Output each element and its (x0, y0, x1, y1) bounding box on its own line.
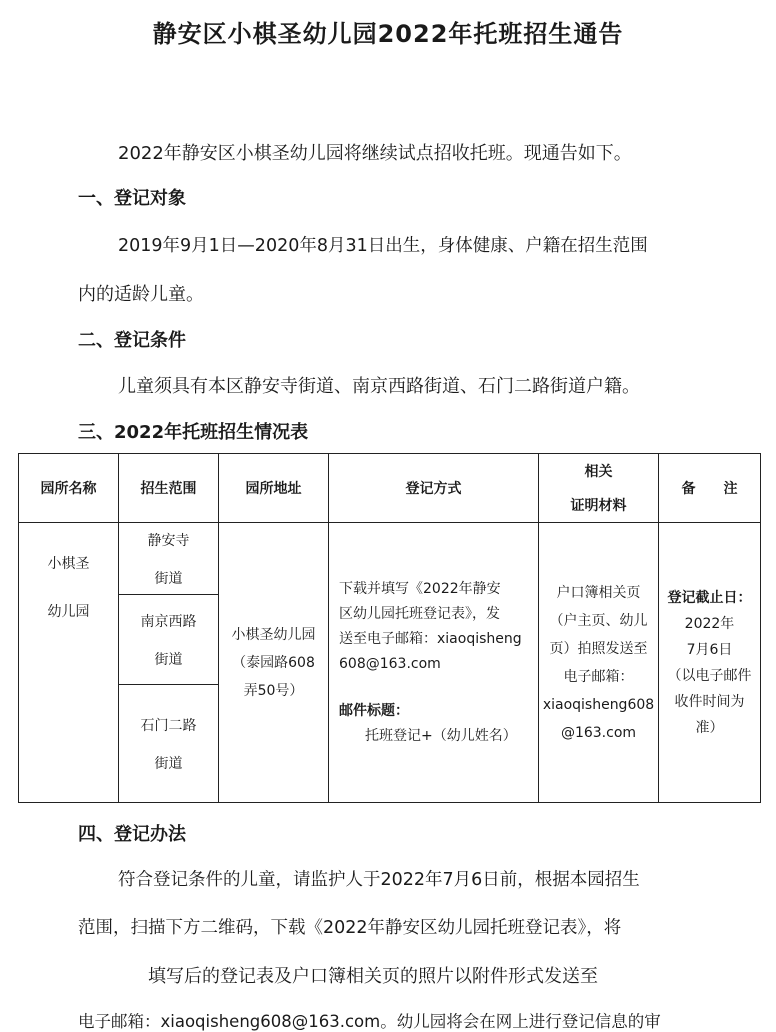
notes-line-1: 登记截止日： (667, 589, 752, 606)
method-line-2: 区幼儿园托班登记表》，发 (339, 605, 500, 622)
materials-line-5: xiaoqisheng608 (542, 696, 655, 713)
section-4-line-2: 范围，扫描下方二维码，下载《2022年静安区幼儿园托班登记表》，将 (78, 918, 622, 938)
section-2-heading: 二、登记条件 (78, 330, 186, 351)
section-1-line-1: 2019年9月1日—2020年8月31日出生，身体健康、户籍在招生范围 (118, 236, 648, 256)
address-line-2: （泰园路608 (232, 654, 315, 671)
section-3-heading: 三、2022年托班招生情况表 (78, 422, 309, 443)
section-1-heading: 一、登记对象 (78, 188, 186, 209)
method-line-4: 608@163.com (339, 655, 441, 672)
scope-cell-1 (119, 523, 219, 595)
notes-line-6: 准） (695, 719, 724, 736)
scope-2-line-1: 南京西路 (140, 613, 197, 630)
table-header-row (19, 454, 761, 523)
materials-line-1: 户口簿相关页 (556, 584, 641, 601)
kindergarten-name-line-1: 小棋圣 (47, 556, 90, 572)
scope-3-line-1: 石门二路 (140, 717, 197, 734)
section-4-line-3: 填写后的登记表及户口簿相关页的照片以附件形式发送至 (148, 966, 598, 987)
materials-line-2: （户主页、幼儿 (549, 612, 648, 629)
page-title: 静安区小棋圣幼儿园2022年托班招生通告 (152, 20, 624, 48)
notes-line-5: 收件时间为 (674, 693, 745, 710)
header-materials-line-2: 证明材料 (570, 498, 627, 514)
section-4-heading: 四、登记办法 (78, 824, 186, 845)
section-4-line-1: 符合登记条件的儿童，请监护人于2022年7月6日前，根据本园招生 (118, 870, 640, 890)
section-2-line-1: 儿童须具有本区静安寺街道、南京西路街道、石门二路街道户籍。 (118, 376, 640, 397)
header-materials (539, 454, 659, 523)
header-address: 园所地址 (219, 454, 329, 523)
address-cell (219, 523, 329, 803)
header-materials-line-1: 相关 (584, 464, 613, 480)
method-line-3: 送至电子邮箱：xiaoqisheng (339, 630, 522, 647)
notes-line-3: 7月6日 (686, 641, 733, 658)
kindergarten-name-cell (19, 523, 119, 803)
header-name: 园所名称 (19, 454, 119, 523)
materials-line-4: 电子邮箱： (563, 668, 634, 685)
address-line-3: 弄50号） (243, 682, 304, 699)
materials-line-3: 页）拍照发送至 (549, 640, 648, 657)
materials-cell (539, 523, 659, 803)
scope-cell-3 (119, 685, 219, 803)
method-cell (329, 523, 539, 803)
header-method: 登记方式 (329, 454, 539, 523)
scope-1-line-1: 静安寺 (147, 532, 190, 549)
notes-line-2: 2022年 (684, 615, 735, 632)
scope-2-line-2: 街道 (154, 651, 183, 668)
scope-3-line-2: 街道 (154, 755, 183, 772)
section-4-line-4: 电子邮箱：xiaoqisheng608@163.com。幼儿园将会在网上进行登记信息的审 (78, 1012, 661, 1031)
notes-line-4: （以电子邮件 (667, 667, 752, 684)
header-notes: 备 注 (659, 454, 761, 523)
intro-paragraph: 2022年静安区小棋圣幼儿园将继续试点招收托班。现通告如下。 (118, 143, 632, 164)
scope-cell-2 (119, 595, 219, 685)
scope-1-line-2: 街道 (154, 570, 183, 587)
table-row (19, 523, 761, 595)
header-scope: 招生范围 (119, 454, 219, 523)
method-line-1: 下载并填写《2022年静安 (339, 580, 501, 597)
materials-line-6: @163.com (560, 724, 637, 741)
notes-cell (659, 523, 761, 803)
address-line-1: 小棋圣幼儿园 (231, 626, 316, 643)
method-subject: 托班登记+（幼儿姓名） (365, 727, 517, 744)
method-subject-label: 邮件标题： (339, 702, 409, 719)
enrollment-table (18, 453, 761, 803)
section-1-line-2: 内的适龄儿童。 (78, 284, 204, 305)
kindergarten-name-line-2: 幼儿园 (47, 604, 90, 620)
